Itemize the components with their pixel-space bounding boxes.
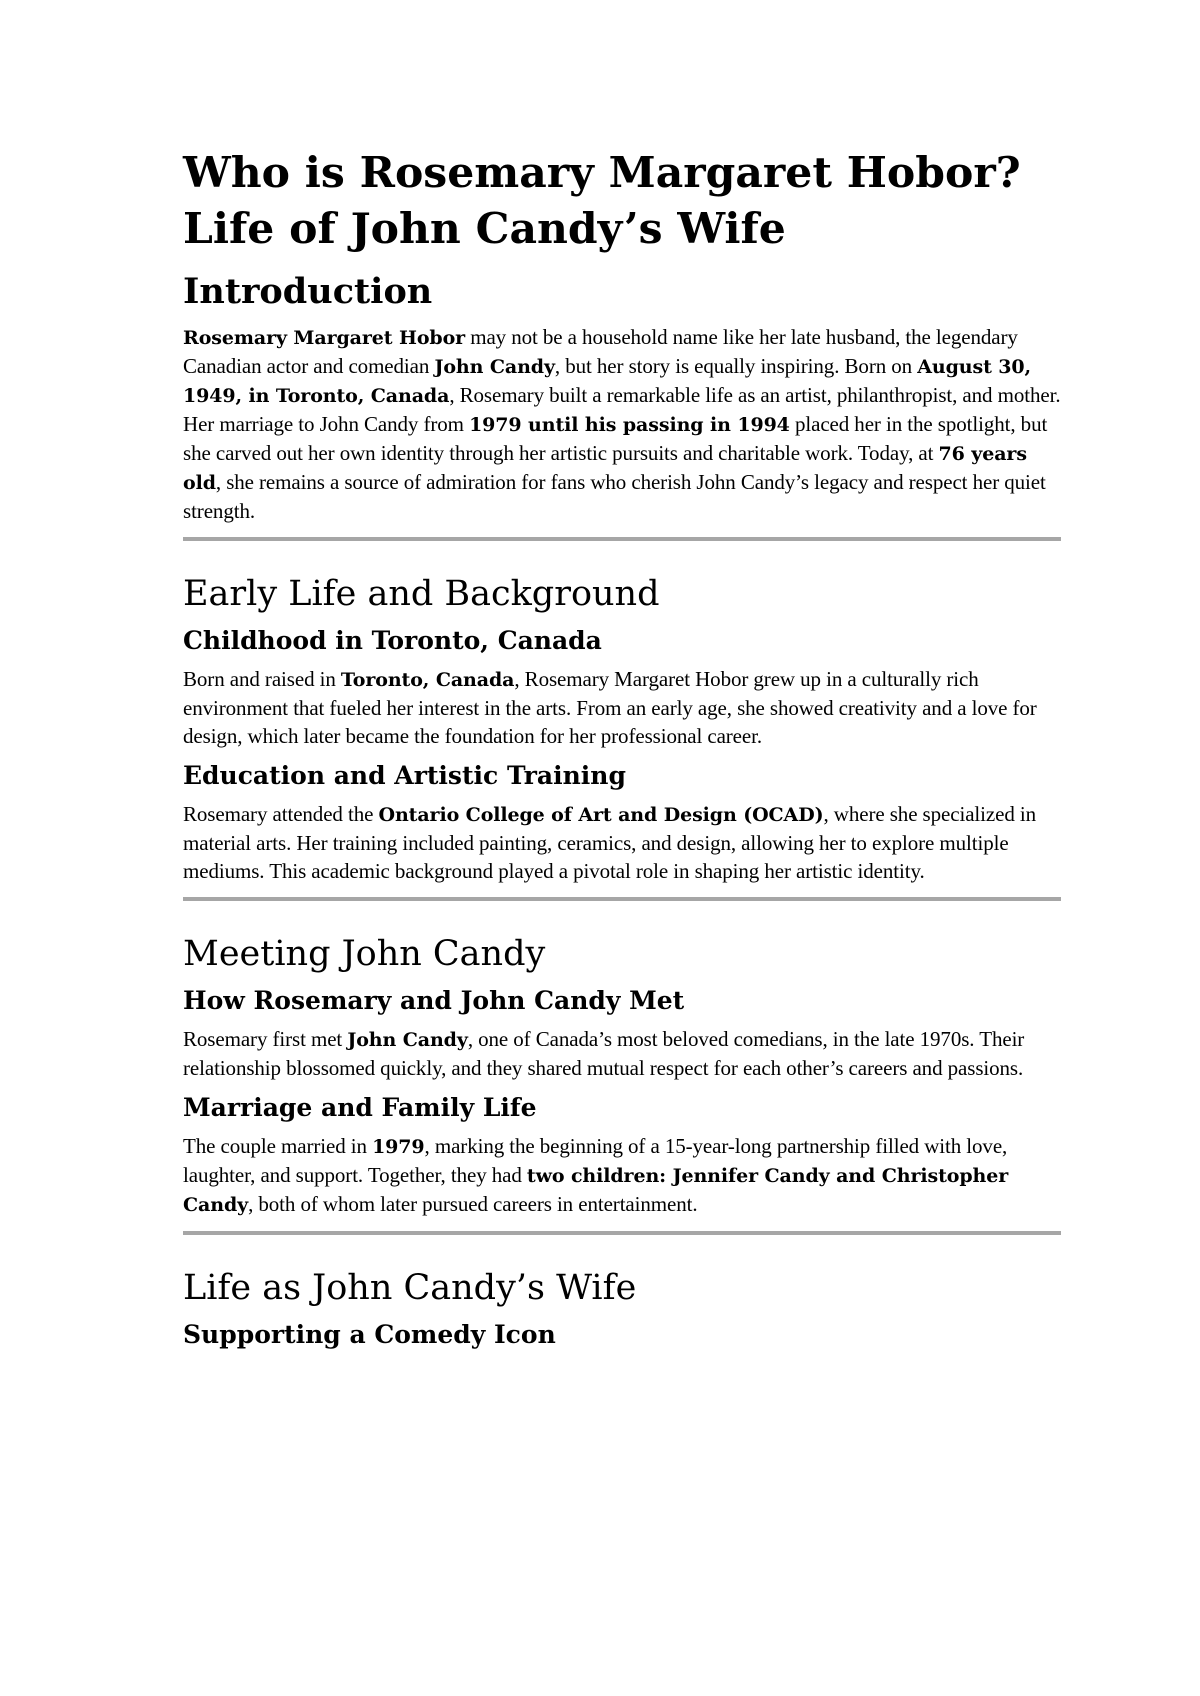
text-run: , Rosemary Margaret Hobor grew up in a culturally rich environment that fueled her interest in the arts. From an early age, she showed creativity and a love for design, which later became the foundation for her professional career. <box>183 667 1037 748</box>
bold-text: 76 years old <box>183 443 1027 494</box>
subheading-how-met: How Rosemary and John Candy Met <box>183 986 685 1015</box>
subheading-supporting: Supporting a Comedy Icon <box>183 1320 556 1349</box>
bold-text: August 30, 1949, in Toronto, Canada <box>183 356 1032 407</box>
text-run: , one of Canada’s most beloved comedians, in the late 1970s. Their relationship blossomed quickly, and they shared mutual respect for each other’s careers and passions. <box>183 1027 1025 1080</box>
heading-introduction: Introduction <box>183 271 433 312</box>
bold-text: 1979 until his passing in 1994 <box>469 414 790 436</box>
text-run: , where she specialized in material arts. Her training included painting, ceramics, and design, allowing her to explore multiple mediums. This academic background played a pivotal role in shaping her artistic identity. <box>183 802 1037 883</box>
bold-text: Rosemary Margaret Hobor <box>183 327 466 349</box>
paragraph-education <box>183 800 1063 885</box>
bold-text: John Candy <box>347 1029 468 1051</box>
section-divider <box>183 897 1061 901</box>
text-run: , Rosemary built a remarkable life as an artist, philanthropist, and mother. Her marriage to John Candy from <box>183 383 1061 436</box>
subheading-marriage: Marriage and Family Life <box>183 1093 537 1122</box>
bold-text: Ontario College of Art and Design (OCAD) <box>378 804 824 826</box>
paragraph-introduction <box>183 323 1063 525</box>
section-divider <box>183 1231 1061 1235</box>
heading-early-life: Early Life and Background <box>183 574 660 614</box>
subheading-childhood: Childhood in Toronto, Canada <box>183 626 602 655</box>
text-run: may not be a household name like her late husband, the legendary Canadian actor and comedian <box>183 325 1018 378</box>
paragraph-childhood <box>183 665 1063 750</box>
paragraph-how-met <box>183 1025 1063 1082</box>
text-run: Born and raised in <box>183 667 341 691</box>
page-title: Who is Rosemary Margaret Hobor? Life of John Candy’s Wife <box>183 148 1021 254</box>
text-run: , but her story is equally inspiring. Born on <box>554 354 918 378</box>
bold-text: John Candy <box>434 356 555 378</box>
bold-text: Toronto, Canada <box>340 669 515 691</box>
heading-wife-life: Life as John Candy’s Wife <box>183 1268 637 1308</box>
section-divider <box>183 537 1061 541</box>
bold-text: two children: Jennifer Candy and Christopher Candy <box>183 1165 1009 1216</box>
bold-text: 1979 <box>372 1136 425 1158</box>
text-run: , both of whom later pursued careers in entertainment. <box>248 1192 698 1216</box>
paragraph-marriage <box>183 1132 1063 1219</box>
text-run: The couple married in <box>183 1134 373 1158</box>
text-run: Rosemary first met <box>183 1027 348 1051</box>
heading-meeting: Meeting John Candy <box>183 934 546 974</box>
text-run: placed her in the spotlight, but she carved out her own identity through her artistic pursuits and charitable work. Today, at <box>183 412 1048 465</box>
subheading-education: Education and Artistic Training <box>183 761 626 790</box>
text-run: Rosemary attended the <box>183 802 379 826</box>
text-run: , marking the beginning of a 15-year-long partnership filled with love, laughter, and support. Together, they had <box>183 1134 1008 1187</box>
document-page <box>183 145 1063 1359</box>
text-run: , she remains a source of admiration for fans who cherish John Candy’s legacy and respect her quiet strength. <box>183 470 1046 523</box>
